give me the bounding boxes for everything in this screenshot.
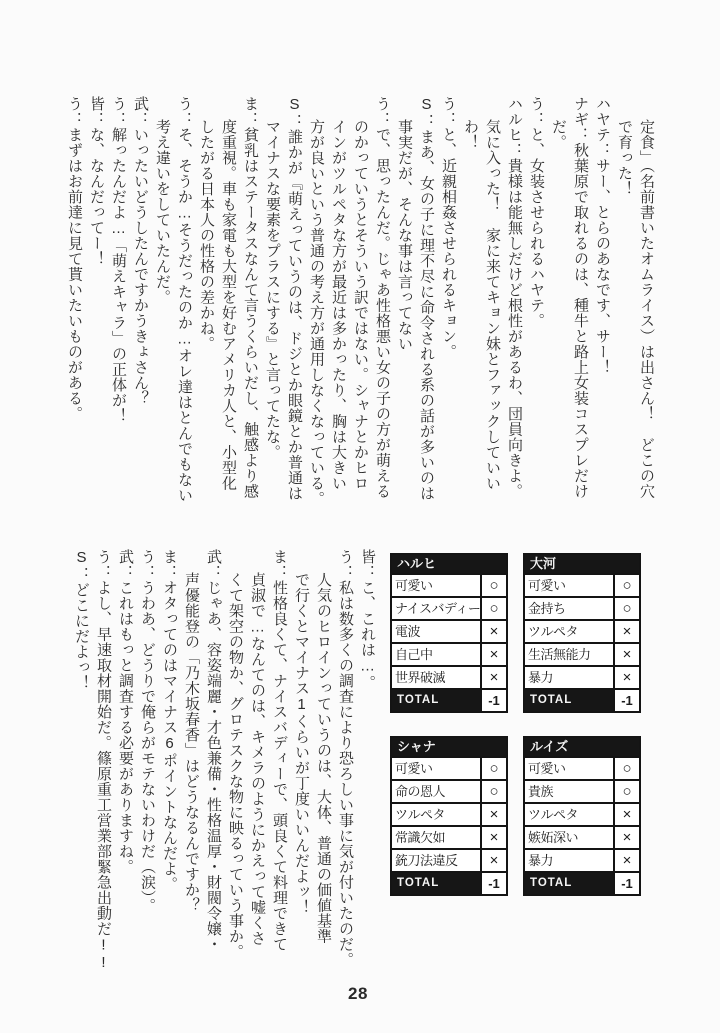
- cross-mark: ×: [613, 644, 639, 665]
- dialogue-line: ナギ：秋葉原で取れるのは、種牛と路上女装コスプレだけ: [572, 96, 589, 499]
- dialogue-line: S：まあ、女の子に理不尽に命令される系の話が多いのは: [418, 96, 435, 501]
- dialogue-line: う：そ、そうか…そうだったのか…オレ達はとんでもない: [176, 96, 193, 503]
- dialogue-line: のかっていうとそういう訳ではない。シャナとかヒロ: [352, 119, 369, 491]
- dialogue-line: う：私は数多くの調査により恐ろしい事に気が付いたのだ。: [337, 549, 354, 968]
- attribute-label: 可愛い: [395, 578, 433, 593]
- table-title: ルイズ: [525, 738, 639, 756]
- character-score-tables: [390, 553, 641, 896]
- dialogue-line: マイナスな要素をプラスにする』と言ってたな。: [264, 119, 281, 460]
- dialogue-line: 定食」（名前書いたオムライス）は出さん！ どこの穴: [638, 119, 655, 499]
- dialogue-line: ま：貧乳はステータスなんて言うくらいだし、触感より感: [242, 96, 259, 499]
- attribute-label: 暴力: [528, 853, 554, 868]
- cross-mark: ×: [480, 621, 506, 642]
- total-label: TOTAL: [525, 690, 613, 711]
- attribute-label: 常識欠如: [395, 830, 446, 845]
- cross-mark: ×: [613, 621, 639, 642]
- dialogue-line: 人気のヒロインっていうのは、大体、普通の価値基準: [315, 572, 332, 944]
- attribute-row: [392, 825, 506, 848]
- cross-mark: ×: [480, 644, 506, 665]
- total-row: [392, 871, 506, 894]
- attribute-label: ナイスバディー: [395, 601, 480, 616]
- dialogue-line: ま：オタってのはマイナス6ポイントなんだよ。: [161, 549, 178, 892]
- dialogue-line: 度重視。車も家電も大型を好むアメリカ人と、小型化: [220, 119, 237, 491]
- circle-mark: ○: [613, 758, 639, 779]
- attribute-label: 暴力: [528, 670, 554, 685]
- circle-mark: ○: [480, 575, 506, 596]
- dialogue-line: したがる日本人の性格の差かね。: [198, 119, 215, 352]
- dialogue-line: 方が良いという普通の考え方が通用しなくなっている。: [308, 119, 325, 507]
- attribute-row: [392, 596, 506, 619]
- total-label: TOTAL: [525, 873, 613, 894]
- cross-mark: ×: [480, 667, 506, 688]
- circle-mark: ○: [480, 598, 506, 619]
- total-value: -1: [480, 690, 506, 711]
- attribute-label: ツルペタ: [528, 624, 579, 639]
- cross-mark: ×: [480, 804, 506, 825]
- cross-mark: ×: [613, 850, 639, 871]
- table-title: シャナ: [392, 738, 506, 756]
- dialogue-line: 皆：こ、これは…。: [359, 549, 376, 691]
- attribute-row: [392, 756, 506, 779]
- dialogue-line: 気に入った！ 家に来てキョン妹とファックしていい: [484, 119, 501, 491]
- dialogue-line: だ。: [550, 119, 567, 150]
- attribute-label: 生活無能力: [528, 647, 591, 662]
- attribute-label: 電波: [395, 624, 421, 639]
- circle-mark: ○: [480, 758, 506, 779]
- dialogue-line: ハヤテ：サー、とらのあなです、サー！: [594, 96, 611, 375]
- total-row: [525, 688, 639, 711]
- dialogue-line: 考え違いをしていたんだ。: [154, 119, 171, 305]
- dialogue-line: 武：いったいどうしたんですかうきょさん？: [132, 96, 149, 406]
- dialogue-line: う：と、女装させられるハヤテ。: [528, 96, 545, 329]
- attribute-row: [525, 642, 639, 665]
- dialogue-line: わ！: [462, 119, 479, 150]
- attribute-row: [525, 573, 639, 596]
- attribute-label: ツルペタ: [395, 807, 446, 822]
- attribute-row: [392, 802, 506, 825]
- dialogue-line: う：で、思ったんだ。じゃあ性格悪い女の子の方が萌える: [374, 96, 391, 499]
- attribute-label: 自己中: [395, 647, 433, 662]
- attribute-label: 嫉妬深い: [528, 830, 579, 845]
- attribute-row: [392, 665, 506, 688]
- total-label: TOTAL: [392, 690, 480, 711]
- total-label: TOTAL: [392, 873, 480, 894]
- dialogue-line: で行くとマイナス1くらいが丁度いいんだよッ！: [293, 572, 310, 915]
- total-row: [525, 871, 639, 894]
- dialogue-line: S：誰かが『萌えっていうのは、ドジとか眼鏡とか普通は: [286, 96, 303, 501]
- dialogue-line: くて架空の物か、グロテスクな物に映るっていう事か。: [227, 572, 244, 960]
- dialogue-line: う：解ったんだよ…「萌えキャラ」の正体が！: [110, 96, 127, 424]
- cross-mark: ×: [613, 667, 639, 688]
- dialogue-line: う：と、近親相姦させられるキョン。: [440, 96, 457, 360]
- attribute-row: [525, 848, 639, 871]
- cross-mark: ×: [613, 827, 639, 848]
- attribute-label: ツルペタ: [528, 807, 579, 822]
- attribute-row: [525, 756, 639, 779]
- attribute-row: [525, 665, 639, 688]
- dialogue-line: 事実だが、そんな事は言ってない: [396, 119, 413, 352]
- attribute-label: 世界破滅: [395, 670, 446, 685]
- dialogue-line: う：まずはお前達に見て貰いたいものがある。: [66, 96, 83, 422]
- attribute-row: [392, 642, 506, 665]
- dialogue-bottom-block: [70, 549, 378, 979]
- dialogue-line: S：どこにだよっ！: [73, 549, 90, 691]
- character-table: [390, 736, 508, 896]
- attribute-row: [525, 619, 639, 642]
- attribute-row: [392, 619, 506, 642]
- character-table: [523, 736, 641, 896]
- attribute-label: 可愛い: [528, 761, 566, 776]
- attribute-label: 銃刀法違反: [395, 853, 458, 868]
- character-table: [390, 553, 508, 713]
- dialogue-line: 皆：な、なんだってー！: [88, 96, 105, 267]
- attribute-row: [392, 848, 506, 871]
- cross-mark: ×: [480, 827, 506, 848]
- circle-mark: ○: [613, 598, 639, 619]
- total-value: -1: [480, 873, 506, 894]
- attribute-row: [525, 802, 639, 825]
- attribute-row: [525, 779, 639, 802]
- circle-mark: ○: [613, 575, 639, 596]
- character-table: [523, 553, 641, 713]
- total-value: -1: [613, 690, 639, 711]
- dialogue-line: う：よし、早速取材開始だ。篠原重工営業部緊急出動だ!!: [95, 549, 112, 972]
- attribute-row: [392, 573, 506, 596]
- attribute-label: 可愛い: [528, 578, 566, 593]
- dialogue-line: 武：これはもっと調査する必要がありますね。: [117, 549, 134, 875]
- page-number: 28: [348, 984, 368, 1003]
- attribute-row: [525, 825, 639, 848]
- dialogue-line: 貞淑で…なんてのは、キメラのようにかえって嘘くさ: [249, 572, 266, 946]
- table-title: ハルヒ: [392, 555, 506, 573]
- attribute-row: [525, 596, 639, 619]
- dialogue-line: う：うわあ、どうりで俺らがモテないわけだ（涙）。: [139, 549, 156, 914]
- dialogue-top-block: [63, 96, 657, 528]
- total-value: -1: [613, 873, 639, 894]
- cross-mark: ×: [480, 850, 506, 871]
- table-title: 大河: [525, 555, 639, 573]
- attribute-label: 可愛い: [395, 761, 433, 776]
- circle-mark: ○: [480, 781, 506, 802]
- total-row: [392, 688, 506, 711]
- attribute-label: 貴族: [528, 784, 554, 799]
- cross-mark: ×: [613, 804, 639, 825]
- circle-mark: ○: [613, 781, 639, 802]
- dialogue-line: インがツルペタな方が最近は多かったり、胸は大きい: [330, 119, 347, 491]
- dialogue-line: で育った！: [616, 119, 633, 197]
- attribute-label: 命の恩人: [395, 784, 446, 799]
- attribute-label: 金持ち: [528, 601, 566, 616]
- dialogue-line: 武：じゃあ、容姿端麗・才色兼備・性格温厚・財閥令嬢・: [205, 549, 222, 952]
- dialogue-line: ま：性格良くて、ナイスバディーで、頭良くて料理できて: [271, 549, 288, 952]
- dialogue-line: ハルヒ：貴様は能無しだけど根性があるわ、団員向きよ。: [506, 96, 523, 499]
- dialogue-line: 声優能登の「乃木坂春香」はどうなるんですか？: [183, 572, 200, 913]
- attribute-row: [392, 779, 506, 802]
